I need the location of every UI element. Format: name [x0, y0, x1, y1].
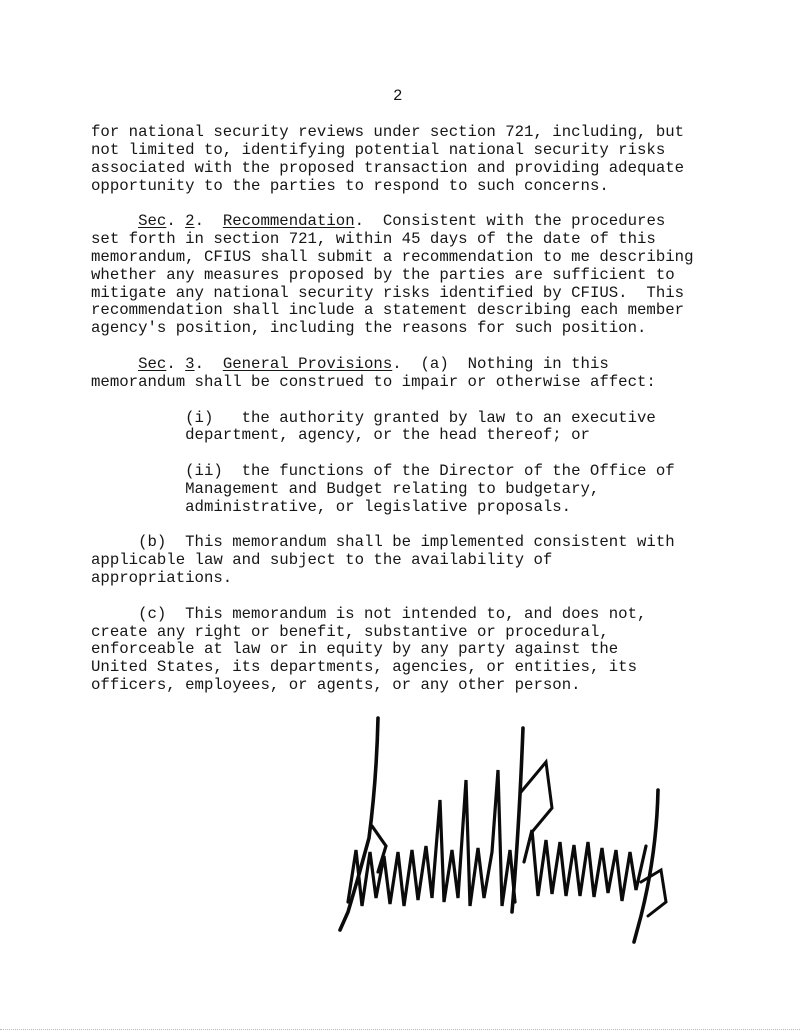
- section-label: Sec: [138, 354, 167, 373]
- paragraph-gap: [91, 338, 771, 356]
- heading-separator: .: [166, 354, 186, 373]
- memorandum-body: [91, 124, 771, 695]
- subsection-c-line: enforceable at law or in equity by any party against the: [91, 640, 619, 659]
- section-2-line: set forth in section 721, within 45 days of the date of this: [91, 230, 656, 249]
- subsection-b-line: appropriations.: [91, 569, 233, 588]
- subsection-c-paragraph: [91, 606, 771, 695]
- intro-line: for national security reviews under section 721, including, but: [91, 123, 685, 141]
- list-item-i: [91, 410, 771, 446]
- section-3-line: memorandum shall be construed to impair or otherwise affect:: [91, 372, 656, 391]
- heading-separator: .: [194, 212, 223, 231]
- paragraph-gap: [91, 392, 771, 410]
- paragraph-gap: [91, 517, 771, 535]
- section-2-paragraph: [91, 213, 771, 338]
- intro-line: not limited to, identifying potential national security risks: [91, 140, 666, 159]
- section-2-line: mitigate any national security risks identified by CFIUS. This: [91, 283, 685, 302]
- section-title: General Provisions: [222, 354, 393, 373]
- section-number: 2: [185, 212, 195, 231]
- subsection-b-line: applicable law and subject to the availability of: [91, 551, 553, 570]
- heading-text: . Consistent with the procedures: [354, 212, 666, 231]
- list-item-line: administrative, or legislative proposals.: [185, 497, 572, 516]
- section-number: 3: [185, 354, 195, 373]
- section-3-paragraph: [91, 356, 771, 392]
- intro-line: associated with the proposed transaction and providing adequate: [91, 158, 685, 177]
- page-number: 2: [393, 87, 403, 105]
- paragraph-gap: [91, 195, 771, 213]
- heading-separator: .: [166, 212, 186, 231]
- section-title: Recommendation: [222, 212, 355, 231]
- subsection-b-line: (b) This memorandum shall be implemented consistent with: [138, 533, 675, 552]
- paragraph-gap: [91, 588, 771, 606]
- section-2-line: whether any measures proposed by the parties are sufficient to: [91, 265, 675, 284]
- section-3-heading-line: [91, 356, 771, 374]
- paragraph-gap: [91, 445, 771, 463]
- list-item-line: department, agency, or the head thereof; or: [185, 426, 590, 445]
- intro-line: opportunity to the parties to respond to such concerns.: [91, 176, 609, 195]
- heading-separator: .: [194, 354, 223, 373]
- subsection-b-paragraph: [91, 534, 771, 588]
- section-2-heading-line: [91, 213, 771, 231]
- list-item-ii: [91, 463, 771, 517]
- heading-text: . (a) Nothing in this: [392, 354, 609, 373]
- section-label: Sec: [138, 212, 167, 231]
- subsection-c-line: United States, its departments, agencies, or entities, its: [91, 658, 638, 677]
- section-2-line: agency's position, including the reasons for such position.: [91, 319, 647, 338]
- subsection-c-line: (c) This memorandum is not intended to, and does not,: [138, 604, 647, 623]
- subsection-c-line: officers, employees, or agents, or any other person.: [91, 676, 581, 695]
- intro-paragraph: [91, 124, 771, 195]
- list-item-line: (ii) the functions of the Director of the Office of: [185, 462, 675, 481]
- handwritten-signature: [330, 708, 680, 950]
- list-item-line: (i) the authority granted by law to an executive: [185, 408, 656, 427]
- subsection-c-line: create any right or benefit, substantive or procedural,: [91, 622, 609, 641]
- section-2-line: recommendation shall include a statement describing each member: [91, 301, 685, 320]
- scan-edge-line: [0, 1029, 800, 1030]
- list-item-line: Management and Budget relating to budgetary,: [185, 479, 600, 498]
- section-2-line: memorandum, CFIUS shall submit a recommendation to me describing: [91, 247, 694, 266]
